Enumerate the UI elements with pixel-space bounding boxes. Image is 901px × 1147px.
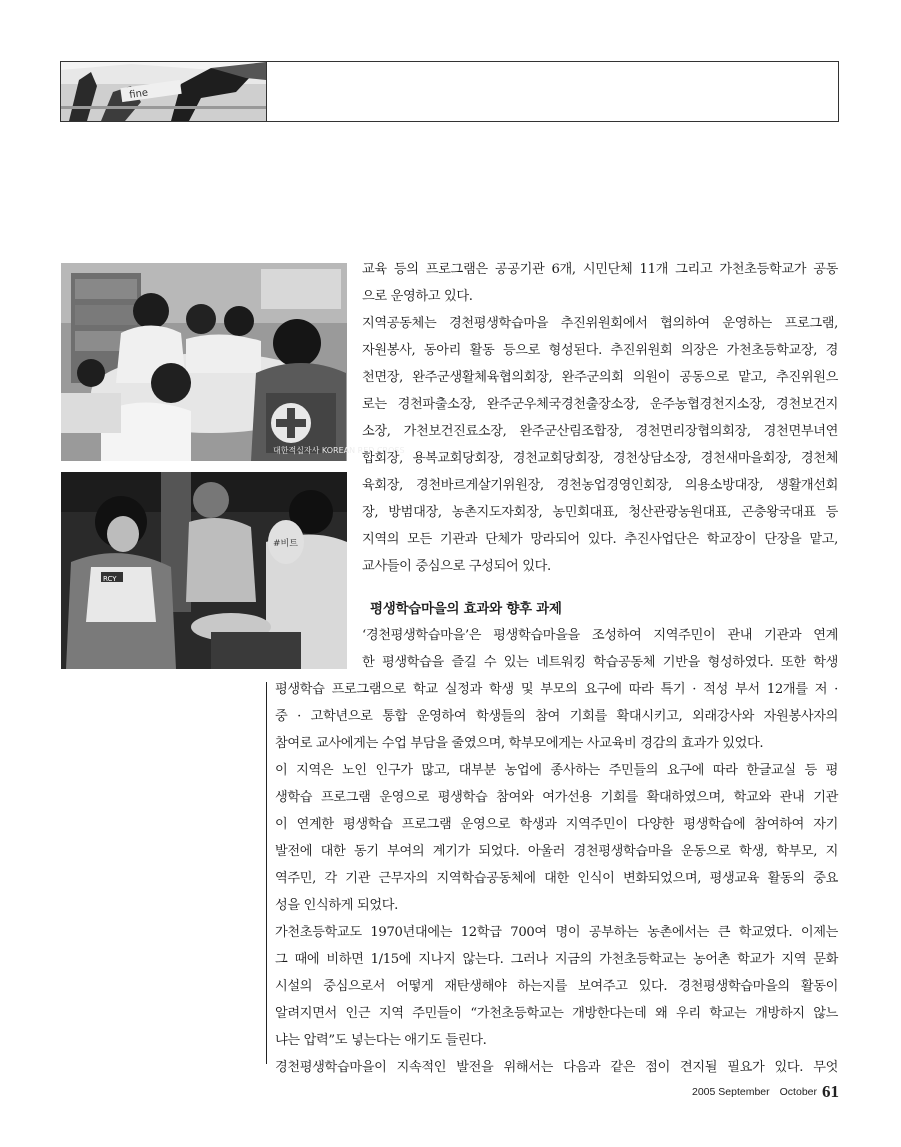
- text-line: ‘경천평생학습마을’은 평생학습마을을 조성하여 지역주민이 관내 기관과 연계: [362, 628, 838, 643]
- text-line: 장, 방범대장, 농촌지도자회장, 농민회대표, 청산관광농원대표, 곤충왕국대표 등: [362, 505, 838, 520]
- text-line: 이 지역은 노인 인구가 많고, 대부분 농업에 종사하는 주민들의 요구에 따라 한글교실 등 평: [275, 763, 838, 778]
- text-line: 으로 운영하고 있다.: [362, 289, 473, 304]
- text-line: 자원봉사, 동아리 활동 등으로 형성된다. 추진위원회 의장은 가천초등학교장, 경: [362, 343, 838, 358]
- header-banner: [60, 61, 839, 122]
- text-line: 이 연계한 평생학습 프로그램 운영으로 학생과 지역주민이 다양한 평생학습에 참여하여 자기: [275, 817, 838, 832]
- text-line: 천면장, 완주군생활체육협의회장, 완주군의회 의원이 공동으로 맡고, 추진위원으: [362, 370, 838, 385]
- page-number: 61: [822, 1082, 839, 1101]
- photo-volunteers-children-image: [61, 263, 405, 461]
- footer-issue-month2: October: [779, 1086, 817, 1098]
- column-rule: [266, 682, 267, 1064]
- text-line: 가천초등학교도 1970년대에는 12학급 700여 명이 공부하는 농촌에서는 큰 학교였다. 이제는: [275, 925, 838, 940]
- header-photo-image: [61, 62, 266, 121]
- header-photo-word: fine: [128, 87, 149, 101]
- article-text-top: [362, 256, 838, 580]
- header-photo: [61, 62, 267, 121]
- text-line: 참여로 교사에게는 수업 부담을 줄였으며, 학부모에게는 사교육비 경감의 효과가 있었다.: [275, 736, 764, 751]
- footer-issue-month: 2005 September: [692, 1086, 770, 1098]
- fan-text: #비트: [273, 539, 298, 549]
- article-text-mid: [362, 622, 838, 676]
- section-heading: 평생학습마을의 효과와 향후 과제: [370, 601, 562, 617]
- text-line: 합회장, 용복교회당회장, 경천교회당회장, 경천상담소장, 경천새마을회장, 경천체: [362, 451, 838, 466]
- vest-badge: RCY: [103, 575, 117, 583]
- text-line: 육회장, 경천바르게살기위원장, 경천농업경영인회장, 의용소방대장, 생활개선회: [362, 478, 838, 493]
- text-line: 교사들이 중심으로 구성되어 있다.: [362, 559, 551, 574]
- text-line: 그 때에 비하면 1/15에 지나지 않는다. 그러나 지금의 가천초등학교는 농어촌 학교가 지역 문화: [275, 952, 838, 967]
- text-line: 시설의 중심으로서 어떻게 재탄생해야 하는지를 보여주고 있다. 경천평생학습마을의 활동이: [275, 979, 838, 994]
- photo-volunteer-elders: [61, 472, 347, 669]
- text-line: 교육 등의 프로그램은 공공기관 6개, 시민단체 11개 그리고 가천초등학교가 공동: [362, 262, 838, 277]
- text-line: 평생학습 프로그램으로 학교 실정과 학생 및 부모의 요구에 따라 특기 · 적성 부서 12개를 저 ·: [275, 682, 838, 697]
- photo-volunteers-children: [61, 263, 405, 461]
- text-line: 한 평생학습을 즐길 수 있는 네트워킹 학습공동체 기반을 형성하였다. 또한 학생: [362, 655, 838, 670]
- text-line: 로는 경천파출소장, 완주군우체국경천출장소장, 운주농협경천지소장, 경천보건지: [362, 397, 838, 412]
- text-line: 알려지면서 인근 지역 주민들이 “가천초등학교는 개방한다는데 왜 우리 학교는 개방하지 않느: [275, 1006, 838, 1021]
- text-line: 소장, 가천보건진료소장, 완주군산림조합장, 경천면리장협의회장, 경천면부녀연: [362, 424, 838, 439]
- text-line: 지역공동체는 경천평생학습마을 추진위원회에서 협의하여 운영하는 프로그램,: [362, 316, 838, 331]
- vest-lettering: 대한적십자사 KOREAN RED CROSS: [273, 446, 405, 455]
- text-line: 냐는 압력”도 넣는다는 애기도 들린다.: [275, 1033, 487, 1048]
- page-footer: [692, 1082, 839, 1102]
- text-line: 역주민, 각 기관 근무자의 지역학습공동체에 대한 인식이 변화되었으며, 평생교육 활동의 중요: [275, 871, 838, 886]
- text-line: 생학습 프로그램 운영으로 평생학습 참여와 여가선용 기회를 확대하였으며, 학교와 관내 기관: [275, 790, 838, 805]
- text-line: 중 · 고학년으로 통합 운영하여 학생들의 참여 기회를 확대시키고, 외래강사와 자원봉사자의: [275, 709, 838, 724]
- text-line: 발전에 대한 동기 부여의 계기가 되었다. 아울러 경천평생학습마을 운동으로 학생, 학부모, 지: [275, 844, 838, 859]
- article-text-bottom: [275, 676, 838, 1081]
- text-line: 경천평생학습마을이 지속적인 발전을 위해서는 다음과 같은 점이 견지될 필요가 있다. 무엇: [275, 1060, 838, 1075]
- text-line: 지역의 모든 기관과 단체가 망라되어 있다. 추진사업단은 학교장이 단장을 맡고,: [362, 532, 838, 547]
- photo-volunteer-elders-image: [61, 472, 347, 669]
- text-line: 성을 인식하게 되었다.: [275, 898, 399, 913]
